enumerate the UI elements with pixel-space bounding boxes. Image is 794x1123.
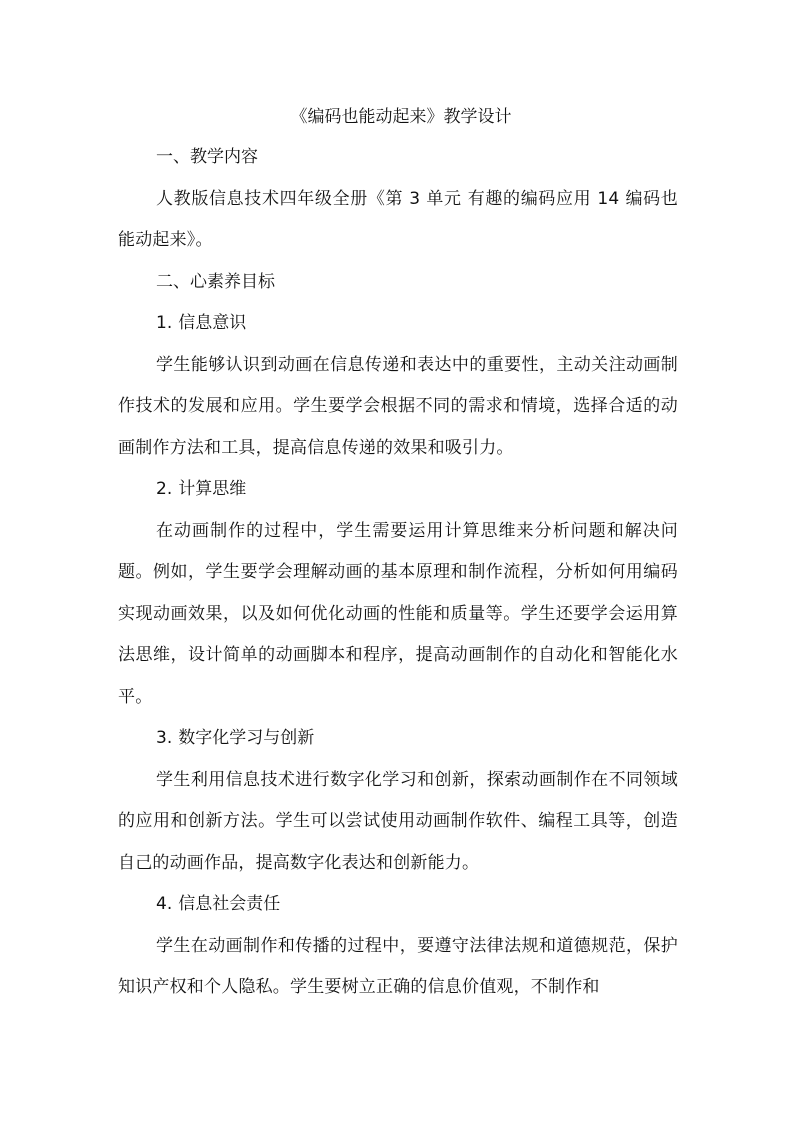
subheading-number: 2. <box>156 479 173 499</box>
subheading-title: 信息社会责任 <box>178 894 281 914</box>
subheading-computational-thinking <box>118 469 678 511</box>
subheading-number: 4. <box>156 894 173 914</box>
paragraph-social-responsibility: 学生在动画制作和传播的过程中，要遵守法律法规和道德规范，保护知识产权和个人隐私。学生要树立正确的信息价值观，不制作和 <box>118 935 678 997</box>
paragraph-computational-thinking: 在动画制作的过程中，学生需要运用计算思维来分析问题和解决问题。例如，学生要学会理解动画的基本原理和制作流程，分析如何用编码实现动画效果，以及如何优化动画的性能和质量等。学生还要学会运用算法思维，设计简单的动画脚本和程序，提高动画制作的自动化和智能化水平。 <box>118 520 678 707</box>
subheading-number: 1. <box>156 313 173 333</box>
section-heading-teaching-content: 一、教学内容 <box>156 147 258 167</box>
subheading-information-awareness <box>118 303 678 345</box>
subheading-social-responsibility <box>118 884 678 926</box>
paragraph-information-awareness: 学生能够认识到动画在信息传递和表达中的重要性，主动关注动画制作技术的发展和应用。学生要学会根据不同的需求和情境，选择合适的动画制作方法和工具，提高信息传递的效果和吸引力。 <box>118 354 678 458</box>
subheading-title: 数字化学习与创新 <box>178 728 315 748</box>
subheading-title: 计算思维 <box>178 479 247 499</box>
document-title: 《编码也能动起来》教学设计 <box>290 107 512 127</box>
subheading-title: 信息意识 <box>178 313 247 333</box>
paragraph-digital-learning: 学生利用信息技术进行数字化学习和创新，探索动画制作在不同领域的应用和创新方法。学生可以尝试使用动画制作软件、编程工具等，创造自己的动画作品，提高数字化表达和创新能力。 <box>118 769 678 873</box>
section-heading-core-goals: 二、心素养目标 <box>156 271 275 292</box>
document-page <box>118 98 678 1009</box>
subheading-number: 3. <box>156 728 173 748</box>
section-content-teaching-content: 人教版信息技术四年级全册《第 3 单元 有趣的编码应用 14 编码也能动起来》。 <box>118 188 678 250</box>
subheading-digital-learning <box>118 718 678 760</box>
